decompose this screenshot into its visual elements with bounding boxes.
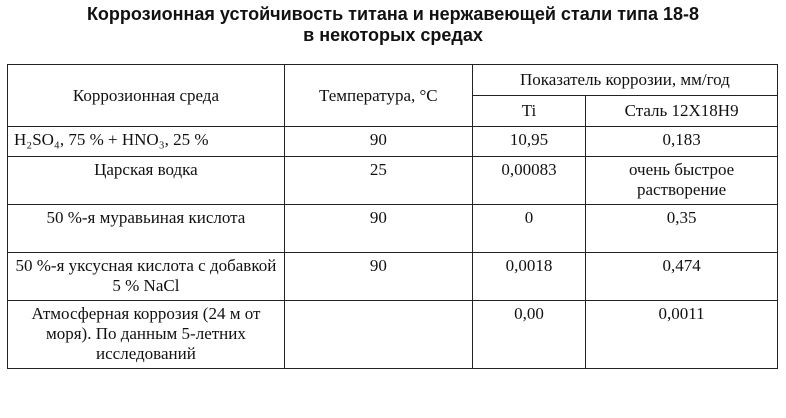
cell-temperature: 90 [284, 205, 472, 253]
header-corrosion-rate: Показатель коррозии, мм/год [472, 65, 777, 96]
cell-medium: Царская водка [8, 157, 285, 205]
table-row [8, 205, 778, 253]
cell-medium: 50 %-я муравьиная кислота [8, 205, 285, 253]
cell-medium: H₂SO₄, 75 % + HNO₃, 25 % [8, 127, 285, 157]
corrosion-table [7, 64, 778, 369]
cell-ti: 0,0018 [472, 253, 585, 301]
cell-ti: 0 [472, 205, 585, 253]
cell-temperature: 90 [284, 127, 472, 157]
header-temperature: Температура, °С [284, 65, 472, 127]
cell-ti: 0,00083 [472, 157, 585, 205]
cell-temperature [284, 301, 472, 369]
cell-steel: 0,183 [586, 127, 778, 157]
cell-steel: 0,35 [586, 205, 778, 253]
cell-temperature: 90 [284, 253, 472, 301]
cell-steel: очень быстрое растворение [586, 157, 778, 205]
cell-medium: Атмосферная коррозия (24 м от моря). По данным 5-летних исследований [8, 301, 285, 369]
header-steel: Сталь 12Х18Н9 [586, 96, 778, 127]
title-line-2: в некоторых средах [303, 25, 483, 45]
cell-ti: 10,95 [472, 127, 585, 157]
cell-steel: 0,474 [586, 253, 778, 301]
table-header-row [8, 65, 778, 96]
table-row [8, 127, 778, 157]
header-ti: Ti [472, 96, 585, 127]
cell-steel: 0,0011 [586, 301, 778, 369]
cell-ti: 0,00 [472, 301, 585, 369]
table-row [8, 301, 778, 369]
document-title [0, 4, 786, 46]
title-line-1: Коррозионная устойчивость титана и нержавеющей стали типа 18-8 [86, 4, 700, 24]
header-medium: Коррозионная среда [8, 65, 285, 127]
table-row [8, 157, 778, 205]
cell-medium: 50 %-я уксусная кислота с добавкой 5 % NaCl [8, 253, 285, 301]
table-row [8, 253, 778, 301]
cell-temperature: 25 [284, 157, 472, 205]
